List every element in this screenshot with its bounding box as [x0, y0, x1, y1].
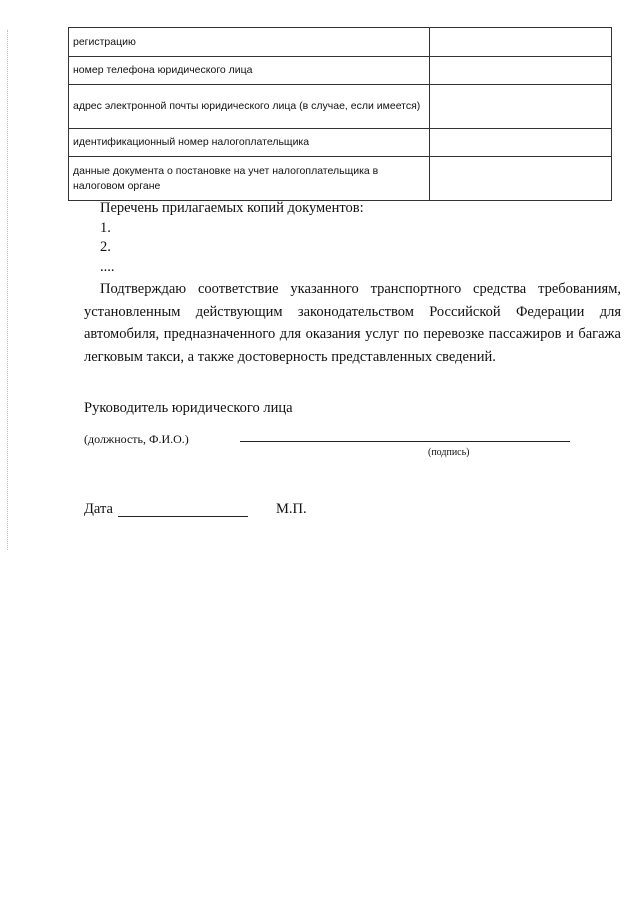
row-label: идентификационный номер налогоплательщика — [69, 129, 430, 157]
list-item: .... — [100, 258, 115, 275]
table-row — [69, 85, 612, 129]
row-label: номер телефона юридического лица — [69, 57, 430, 85]
position-label: (должность, Ф.И.О.) — [84, 432, 189, 446]
documents-list — [100, 199, 364, 277]
info-table — [68, 27, 612, 201]
table-row — [69, 129, 612, 157]
head-label: Руководитель юридического лица — [84, 400, 293, 416]
row-value[interactable] — [429, 157, 612, 201]
signature-line[interactable] — [240, 441, 570, 442]
confirmation-paragraph: Подтверждаю соответствие указанного транспортного средства требованиям, установленным действующим законодательством Российской Федерации для автомобиля, предназначенного для оказания услуг по перевозке пассажиров и багажа легковым такси, а также достоверность представленных сведений. — [84, 281, 621, 365]
row-value[interactable] — [429, 57, 612, 85]
row-label: регистрацию — [69, 28, 430, 57]
table-row — [69, 28, 612, 57]
date-line[interactable] — [118, 516, 248, 517]
row-value[interactable] — [429, 129, 612, 157]
table-row — [69, 57, 612, 85]
stamp-label: М.П. — [276, 501, 307, 517]
date-label: Дата — [84, 501, 113, 517]
table-row — [69, 157, 612, 201]
signature-caption: (подпись) — [428, 447, 470, 458]
list-item: 2. — [100, 239, 111, 255]
row-label: данные документа о постановке на учет налогоплательщика в налоговом органе — [69, 157, 430, 201]
documents-list-title: Перечень прилагаемых копий документов: — [100, 200, 364, 216]
row-value[interactable] — [429, 28, 612, 57]
row-value[interactable] — [429, 85, 612, 129]
list-item: 1. — [100, 219, 111, 236]
scan-margin-dots — [7, 30, 10, 550]
row-label: адрес электронной почты юридического лица (в случае, если имеется) — [69, 85, 430, 129]
